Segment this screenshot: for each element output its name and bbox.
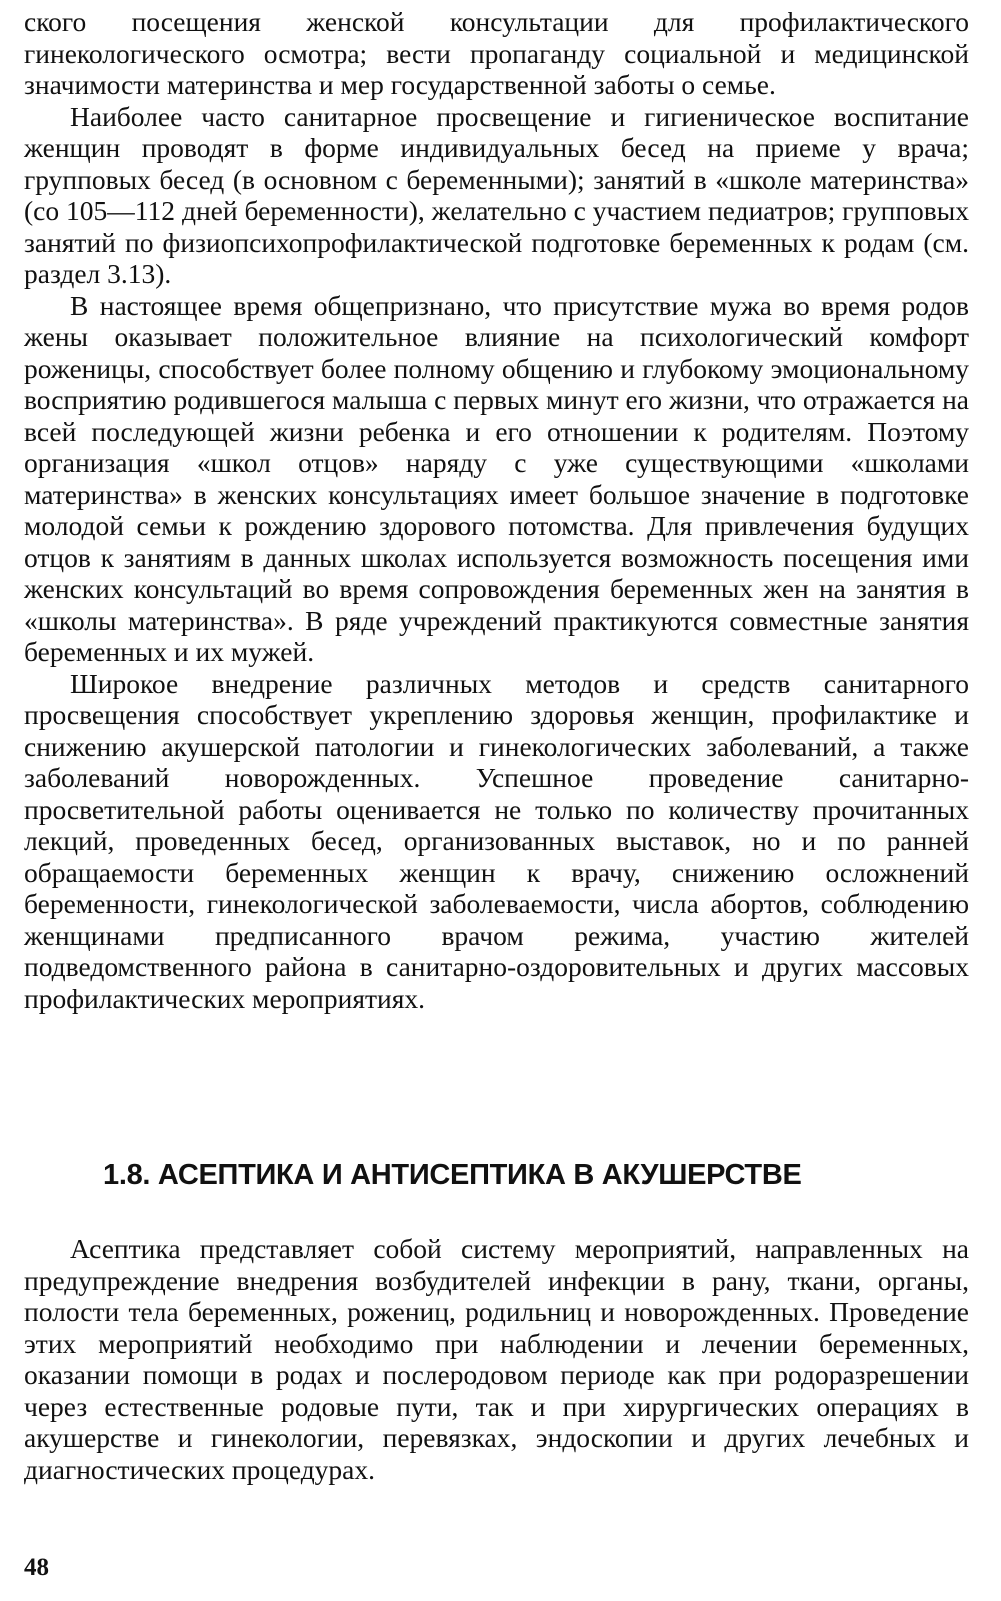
section-body (24, 1233, 969, 1485)
section-heading: 1.8. АСЕПТИКА И АНТИСЕПТИКА В АКУШЕРСТВЕ (103, 1159, 802, 1191)
paragraph-health-education-forms: Наиболее часто санитарное просвещение и гигиеническое воспитание женщин проводят в форме индивидуальных бесед на приеме у врача; групповых бесед (в основном с беременными); занятий в «школе материнства» (со 105—112 дней беременности), желательно с участием педиатров; групповых занятий по физиопсихопрофилактической подготовке беременных к родам (см. раздел 3.13). (24, 100, 969, 289)
page-text-block (24, 6, 969, 1014)
paragraph-asepsis-definition: Асептика представляет собой систему мероприятий, направленных на предупреждение внедрения возбудителей инфекции в рану, ткани, органы, полости тела беременных, рожениц, родильниц и новорожденных. Проведение этих мероприятий необходимо при наблюдении и лечении беременных, оказании помощи в родах и послеродовом периоде как при родоразрешении через естественные родовые пути, так и при хирургических операциях в акушерстве и гинекологии, перевязках, эндоскопии и других лечебных и диагностических процедурах. (24, 1233, 969, 1485)
paragraph-continuation: ского посещения женской консультации для профилактического гинекологического осмотра; вести пропаганду социальной и медицинской значимости материнства и мер государственной заботы о семье. (24, 6, 969, 100)
page-number: 48 (24, 1554, 49, 1581)
paragraph-education-effectiveness: Широкое внедрение различных методов и средств санитарного просвещения способствует укреплению здоровья женщин, профилактике и снижению акушерской патологии и гинекологических заболеваний, а также заболеваний новорожденных. Успешное проведение санитарно-просветительной работы оценивается не только по количеству прочитанных лекций, проведенных бесед, организованных выставок, но и по ранней обращаемости беременных женщин к врачу, снижению осложнений беременности, гинекологической заболеваемости, числа абортов, соблюдению женщинами предписанного врачом режима, участию жителей подведомственного района в санитарно-оздоровительных и других массовых профилактических мероприятиях. (24, 667, 969, 1014)
paragraph-fathers-schools: В настоящее время общепризнано, что присутствие мужа во время родов жены оказывает положительное влияние на психологический комфорт роженицы, способствует более полному общению и глубокому эмоциональному восприятию родившегося малыша с первых минут его жизни, что отражается на всей последующей жизни ребенка и его отношении к родителям. Поэтому организация «школ отцов» наряду с уже существующими «школами материнства» в женских консультациях имеет большое значение в подготовке молодой семьи к рождению здорового потомства. Для привлечения будущих отцов к занятиям в данных школах используется возможность посещения ими женских консультаций во время сопровождения беременных жен на занятия в «школы материнства». В ряде учреждений практикуются совместные занятия беременных и их мужей. (24, 289, 969, 667)
